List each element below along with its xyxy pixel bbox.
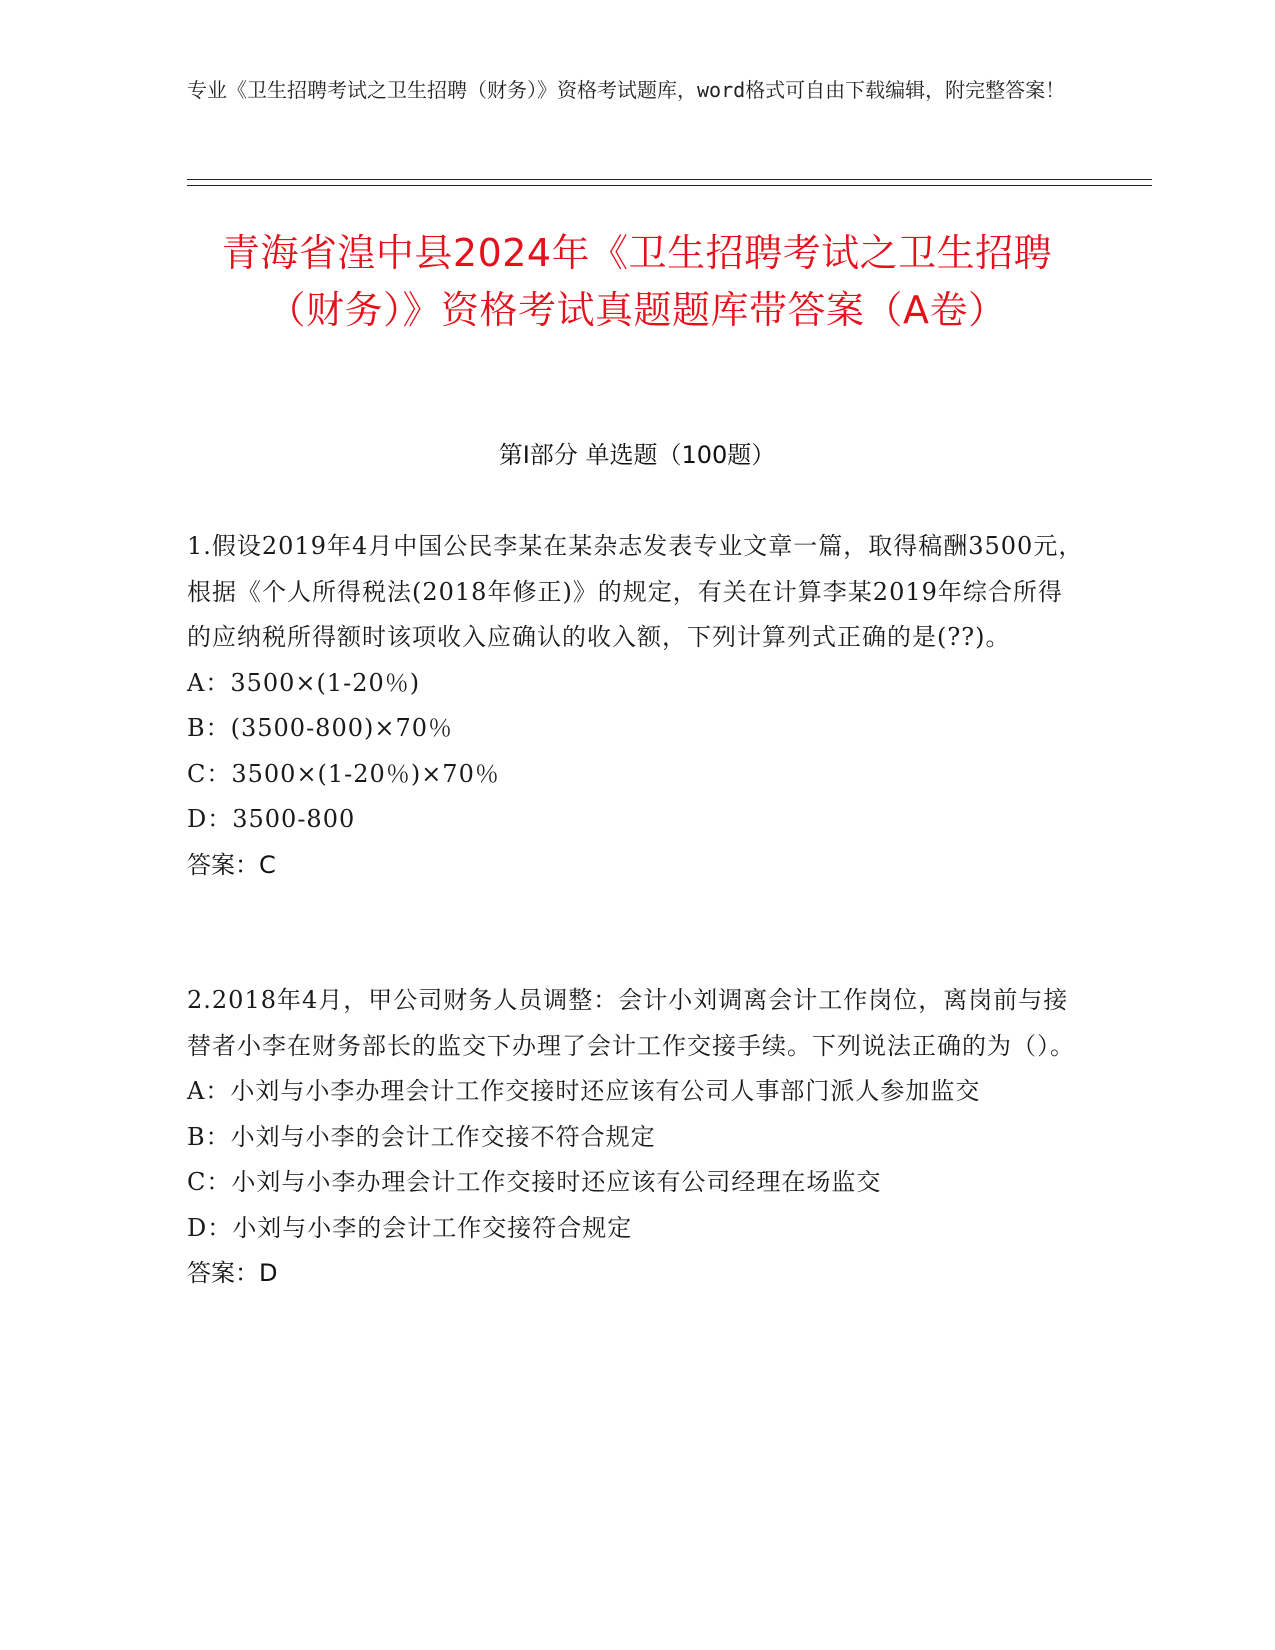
answer: 答案：C (187, 850, 276, 879)
option-b: B：小刘与小李的会计工作交接不符合规定 (187, 1122, 656, 1151)
header-divider-top (187, 179, 1152, 180)
document-title: 青海省湟中县2024年《卫生招聘考试之卫生招聘（财务）》资格考试真题题库带答案（A卷） (221, 231, 1053, 332)
option-b: B：(3500-800)×70％ (187, 714, 454, 742)
option-d: D：小刘与小李的会计工作交接符合规定 (187, 1213, 633, 1242)
question-2 (187, 978, 1087, 1297)
option-c: C：3500×(1-20％)×70％ (187, 759, 500, 788)
header-note: 专业《卫生招聘考试之卫生招聘（财务）》资格考试题库，word格式可自由下载编辑，附完整答案！ (187, 78, 1066, 102)
question-stem: 1.假设2019年4月中国公民李某在某杂志发表专业文章一篇，取得稿酬3500元，根据《个人所得税法(2018年修正)》的规定，有关在计算李某2019年综合所得的应纳税所得额时该项收入应确认的收入额，下列计算列式正确的是(??)。 (187, 532, 1084, 651)
question-1 (187, 524, 1087, 888)
section-heading: 第Ⅰ部分 单选题（100题） (498, 441, 776, 469)
option-a: A：3500×(1-20％) (187, 668, 421, 697)
option-d: D：3500-800 (187, 805, 356, 833)
option-c: C：小刘与小李办理会计工作交接时还应该有公司经理在场监交 (187, 1168, 882, 1196)
header-divider-bottom (187, 185, 1152, 186)
answer: 答案：D (187, 1259, 278, 1287)
option-a: A：小刘与小李办理会计工作交接时还应该有公司人事部门派人参加监交 (187, 1077, 981, 1105)
question-stem: 2.2018年4月，甲公司财务人员调整：会计小刘调离会计工作岗位，离岗前与接替者小李在财务部长的监交下办理了会计工作交接手续。下列说法正确的为（）。 (187, 986, 1075, 1060)
